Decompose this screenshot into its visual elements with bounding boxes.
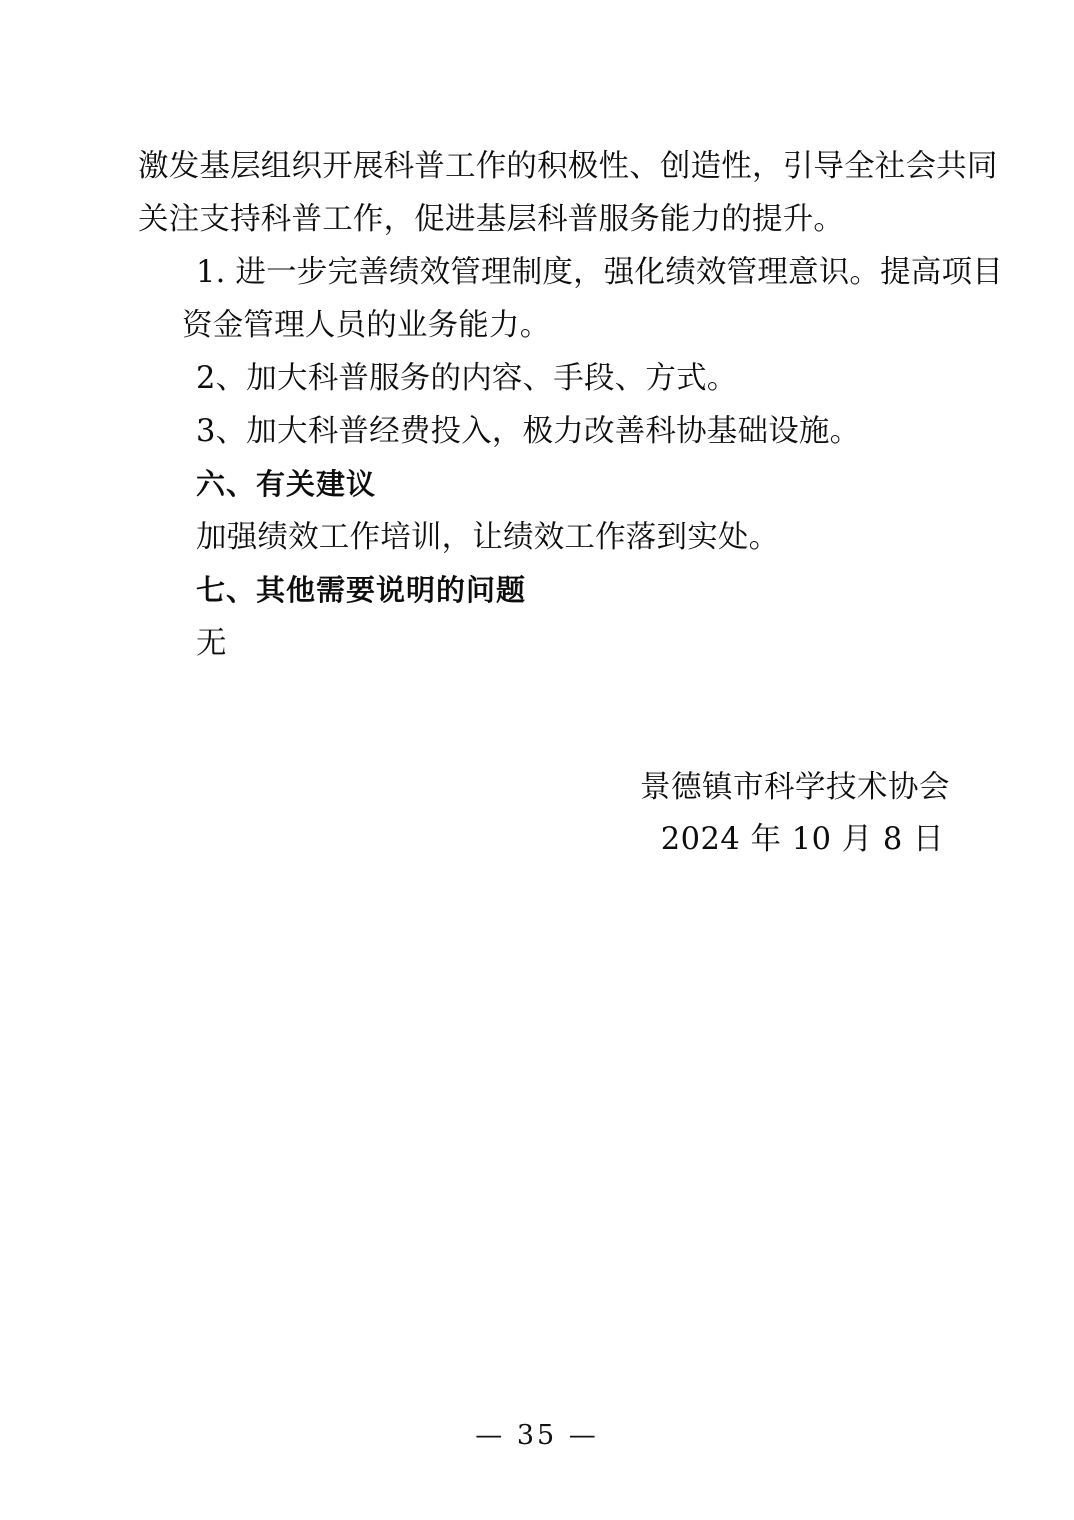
paragraph-line: 1. 进一步完善绩效管理制度，强化绩效管理意识。提高项目 <box>196 255 1003 290</box>
document-body <box>138 140 1003 670</box>
paragraph-line: 3、加大科普经费投入，极力改善科协基础设施。 <box>196 414 861 449</box>
paragraph-line: 无 <box>196 626 227 661</box>
paragraph-line: 关注支持科普工作，促进基层科普服务能力的提升。 <box>138 202 845 237</box>
signature-block <box>138 762 950 866</box>
section-heading-six: 六、有关建议 <box>196 467 377 501</box>
paragraph-line: 资金管理人员的业务能力。 <box>182 308 551 343</box>
section-heading-seven: 七、其他需要说明的问题 <box>196 573 527 607</box>
signature-date: 2024 年 10 月 8 日 <box>660 822 944 857</box>
page-number: — 35 — <box>475 1420 599 1451</box>
paragraph-line: 加强绩效工作培训，让绩效工作落到实处。 <box>196 520 780 555</box>
paragraph-line: 激发基层组织开展科普工作的积极性、创造性，引导全社会共同 <box>138 149 998 184</box>
signature-organization: 景德镇市科学技术协会 <box>640 770 950 805</box>
paragraph-line: 2、加大科普服务的内容、手段、方式。 <box>196 361 738 396</box>
